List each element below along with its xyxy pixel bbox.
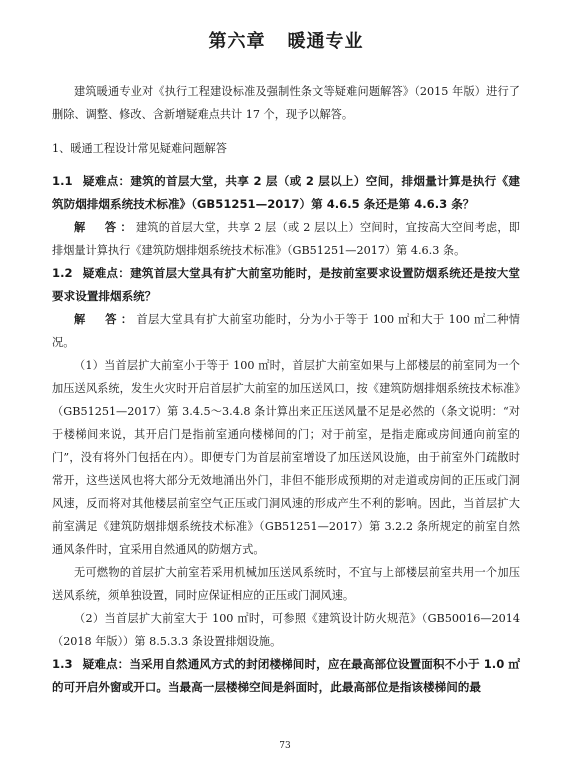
question-text: 疑难点：建筑首层大堂具有扩大前室功能时，是按前室要求设置防烟系统还是按大堂要求设置排烟系统？ xyxy=(52,266,520,303)
answer-1-1 xyxy=(52,216,520,262)
question-text: 疑难点：建筑的首层大堂，共享 2 层（或 2 层以上）空间，排烟量计算是执行《建筑防烟排烟系统技术标准》（GB51251—2017）第 4.6.5 条还是第 4.6.3 条？ xyxy=(52,174,520,211)
chapter-title xyxy=(52,30,520,54)
question-number: 1.3 xyxy=(52,657,73,671)
chapter-number: 第六章 xyxy=(208,31,266,52)
answer-1-2-paragraph-2: 无可燃物的首层扩大前室若采用机械加压送风系统时，不宜与上部楼层前室共用一个加压送风系统，须单独设置，同时应保证相应的正压或门洞风速。 xyxy=(52,566,520,602)
answer-label: 解 答： xyxy=(74,221,136,234)
question-1-2 xyxy=(52,262,520,308)
answer-text: 建筑的首层大堂，共享 2 层（或 2 层以上）空间时，宜按高大空间考虑，即排烟量计算执行《建筑防烟排烟系统技术标准》（GB51251—2017）第 4.6.3 条。 xyxy=(52,221,520,257)
answer-text: 首层大堂具有扩大前室功能时，分为小于等于 100 ㎡和大于 100 ㎡二种情况。 xyxy=(52,313,520,349)
question-number: 1.2 xyxy=(52,266,73,280)
answer-1-2 xyxy=(52,308,520,354)
section-heading: 1、暖通工程设计常见疑难问题解答 xyxy=(52,142,227,155)
answer-label: 解 答： xyxy=(74,313,137,326)
question-number: 1.1 xyxy=(52,174,73,188)
question-1-3 xyxy=(52,653,520,699)
answer-1-2-paragraph-1: （1）当首层扩大前室小于等于 100 ㎡时，首层扩大前室如果与上部楼层的前室同为一个加压送风系统，发生火灾时开启首层扩大前室的加压送风口，按《建筑防烟排烟系统技术标准》（GB51251—2017）第 3.4.5～3.4.8 条计算出来正压送风量不足是必然的（条文说明：“对于楼梯间来说，其开启门是指前室通向楼梯间的门；对于前室，是指走廊或房间通向前室的门”，没有将外门包括在内）。即便专门为首层前室增设了加压送风设施，由于前室外门疏散时常开，这些送风也将大部分无效地涌出外门，非但不能形成预期的对走道或房间的正压或门洞风速，反而将对其他楼层前室空气正压或门洞风速的形成产生不利的影响。因此，当首层扩大前室满足《建筑防烟排烟系统技术标准》（GB51251—2017）第 3.2.2 条所规定的前室自然通风条件时，宜采用自然通风的防烟方式。 xyxy=(52,359,520,556)
question-1-1 xyxy=(52,170,520,216)
page-number: 73 xyxy=(279,741,291,751)
intro-paragraph: 建筑暖通专业对《执行工程建设标准及强制性条文等疑难问题解答》（2015 年版）进行了删除、调整、修改、含新增疑难点共计 17 个，现予以解答。 xyxy=(52,85,520,121)
chapter-name: 暖通专业 xyxy=(287,31,364,52)
answer-1-2-paragraph-3: （2）当首层扩大前室大于 100 ㎡时，可参照《建筑设计防火规范》（GB50016—2014（2018 年版））第 8.5.3.3 条设置排烟设施。 xyxy=(52,612,520,648)
question-text: 疑难点：当采用自然通风方式的封闭楼梯间时，应在最高部位设置面积不小于 1.0 ㎡的可开启外窗或开口。当最高一层楼梯空间是斜面时，此最高部位是指该楼梯间的最 xyxy=(52,657,520,694)
